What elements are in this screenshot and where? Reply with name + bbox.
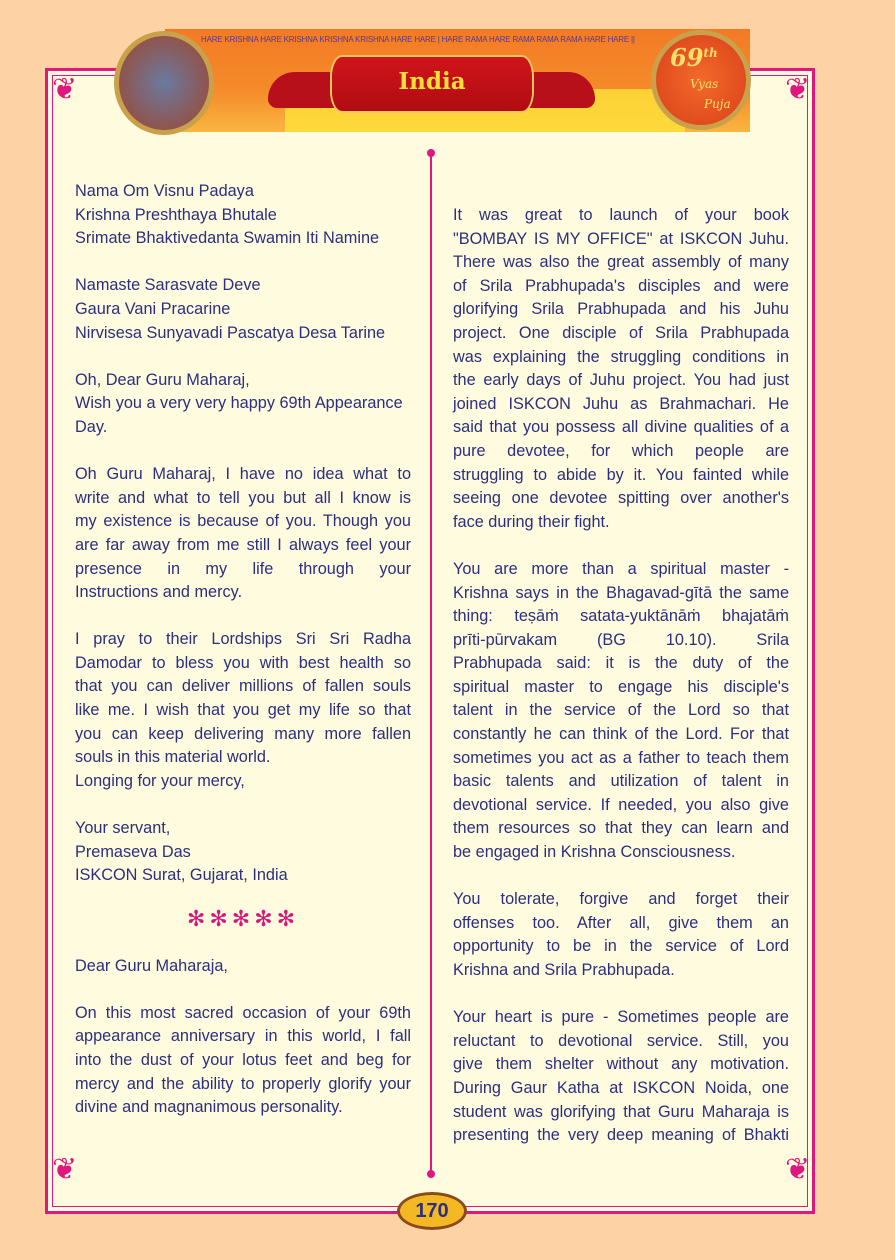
text-line: sometimes you act as a father to teach them xyxy=(453,748,789,767)
text-line: them resources so that they can learn and xyxy=(453,819,789,838)
text-line: Day. xyxy=(75,417,108,436)
paragraph xyxy=(75,274,411,345)
text-line: souls in this material world. xyxy=(75,748,271,767)
text-line: constantly he can think of the Lord. For that xyxy=(453,725,789,744)
corner-ornament-icon: ❦ xyxy=(785,72,811,107)
text-line: my existence is because of you. Though you xyxy=(75,512,411,531)
page-title: India xyxy=(398,68,466,95)
vyas-puja-badge: 69th Vyas Puja xyxy=(651,30,751,130)
text-line: You tolerate, forgive and forget their xyxy=(453,890,789,909)
paragraph xyxy=(75,369,411,393)
text-line: During Gaur Katha at ISKCON Noida, one xyxy=(453,1078,789,1097)
text-line: presence in my life through your xyxy=(75,559,411,578)
text-line: the early days of Juhu project. You had just xyxy=(453,371,789,390)
text-line: presenting the very deep meaning of Bhakti xyxy=(453,1126,789,1145)
text-line: was explaining the struggling conditions in xyxy=(453,347,789,366)
right-column xyxy=(453,204,789,1171)
text-line: said that you possess all divine qualities of a xyxy=(453,418,789,437)
text-line: you can keep delivering many more fallen xyxy=(75,724,411,743)
page-number: 170 xyxy=(397,1192,467,1230)
text-line: student was glorifying that Guru Maharaja is xyxy=(453,1102,789,1121)
text-line: struggling to abide by it. You fainted while xyxy=(453,465,789,484)
text-line: Your heart is pure - Sometimes people are xyxy=(453,1008,789,1027)
text-line: of Srila Prabhupada's disciples and were xyxy=(453,276,789,295)
text-line: Srimate Bhaktivedanta Swamin Iti Namine xyxy=(75,229,380,248)
text-line: into the dust of your lotus feet and beg for xyxy=(75,1050,411,1069)
paragraph xyxy=(75,392,411,439)
text-line: are far away from me still I always feel your xyxy=(75,535,411,554)
text-line: Prabhupada said: it is the duty of the xyxy=(453,654,789,673)
separator-stars: ✻✻✻✻✻ xyxy=(186,906,300,932)
text-line: I pray to their Lordships Sri Sri Radha xyxy=(75,630,411,649)
text-line: It was great to launch of your book xyxy=(453,206,789,224)
paragraph xyxy=(75,463,411,605)
text-line: Krishna and Srila Prabhupada. xyxy=(453,961,675,979)
text-line: pure devotee, for which people are xyxy=(453,441,789,460)
text-line: ISKCON Surat, Gujarat, India xyxy=(75,866,288,885)
text-line: Dear Guru Maharaja, xyxy=(75,956,228,975)
text-line: reluctant to devotional service. Still, you xyxy=(453,1031,789,1050)
text-line: devotional service. If needed, you also give xyxy=(453,795,789,814)
text-line: Your servant, xyxy=(75,819,171,838)
text-line: There was also the great assembly of many xyxy=(453,253,789,272)
text-line: spiritual master to engage his disciple's xyxy=(453,677,789,696)
corner-ornament-icon: ❦ xyxy=(52,72,78,107)
paragraph xyxy=(75,770,411,794)
text-line: Premaseva Das xyxy=(75,842,191,861)
text-line: Krishna says in the Bhagavad-gītā the same xyxy=(453,583,789,602)
text-line: Gaura Vani Pracarine xyxy=(75,299,231,318)
text-line: thing: teṣāṁ satata-yuktānāṁ bhajatāṁ xyxy=(453,607,789,626)
text-line: glorifying Srila Prabhupada and his Juhu xyxy=(453,300,789,319)
paragraph xyxy=(75,955,411,979)
text-line: "BOMBAY IS MY OFFICE" at ISKCON Juhu. xyxy=(453,229,789,248)
text-line: Longing for your mercy, xyxy=(75,771,245,790)
paragraph xyxy=(75,628,411,770)
text-line: opportunity to be in the service of Lord xyxy=(453,937,789,956)
text-line: joined ISKCON Juhu as Brahmachari. He xyxy=(453,394,789,413)
text-line: Damodar to bless you with best health so xyxy=(75,653,411,672)
text-line: be engaged in Krishna Consciousness. xyxy=(453,843,736,862)
text-line: appearance anniversary in this world, I fall xyxy=(75,1027,411,1046)
text-line: Namaste Sarasvate Deve xyxy=(75,276,261,295)
text-line: face during their fight. xyxy=(453,512,610,531)
text-line: prīti-pūrvakam (BG 10.10). Srila xyxy=(453,630,789,649)
text-line: On this most sacred occasion of your 69th xyxy=(75,1003,411,1022)
corner-ornament-icon: ❦ xyxy=(785,1152,811,1187)
corner-ornament-icon: ❦ xyxy=(52,1152,78,1187)
text-line: seeing one devotee spitting over another's xyxy=(453,489,789,508)
paragraph xyxy=(75,1002,411,1120)
text-line: Nama Om Visnu Padaya xyxy=(75,182,254,200)
text-line: Oh Guru Maharaj, I have no idea what to xyxy=(75,465,411,484)
text-line: mercy and the ability to properly glorify your xyxy=(75,1074,411,1093)
paragraph xyxy=(453,888,789,982)
text-line: You are more than a spiritual master - xyxy=(453,559,789,578)
text-line: like me. I wish that you get my life so that xyxy=(75,701,411,720)
text-line: basic talents and utilization of talent in xyxy=(453,772,789,791)
text-line: talent in the service of the Lord so that xyxy=(453,701,789,720)
column-divider xyxy=(430,152,432,1172)
left-column xyxy=(75,180,411,1143)
text-line: Nirvisesa Sunyavadi Pascatya Desa Tarine xyxy=(75,323,386,342)
text-line: Wish you a very very happy 69th Appearance xyxy=(75,394,403,413)
text-line: give them shelter without any motivation. xyxy=(453,1055,789,1074)
text-line: offenses too. After all, give them an xyxy=(453,913,789,932)
text-line: that you can deliver millions of fallen souls xyxy=(75,677,411,696)
text-line: Oh, Dear Guru Maharaj, xyxy=(75,370,250,389)
text-line: project. One disciple of Srila Prabhupada xyxy=(453,323,789,342)
paragraph xyxy=(453,204,789,534)
text-line: divine and magnanimous personality. xyxy=(75,1098,343,1117)
divider-dot xyxy=(427,1170,435,1178)
text-line: write and what to tell you but all I know is xyxy=(75,488,411,507)
paragraph xyxy=(75,817,411,888)
mantra-text: HARE KRISHNA HARE KRISHNA KRISHNA KRISHNA HARE HARE | HARE RAMA HARE RAMA RAMA RAMA HARE HARE || xyxy=(201,35,635,44)
text-line: Krishna Preshthaya Bhutale xyxy=(75,205,277,224)
paragraph xyxy=(453,1006,789,1148)
divider-dot xyxy=(427,149,435,157)
text-line: Instructions and mercy. xyxy=(75,583,243,602)
deity-image xyxy=(114,31,214,135)
paragraph xyxy=(75,180,411,251)
paragraph xyxy=(453,558,789,865)
